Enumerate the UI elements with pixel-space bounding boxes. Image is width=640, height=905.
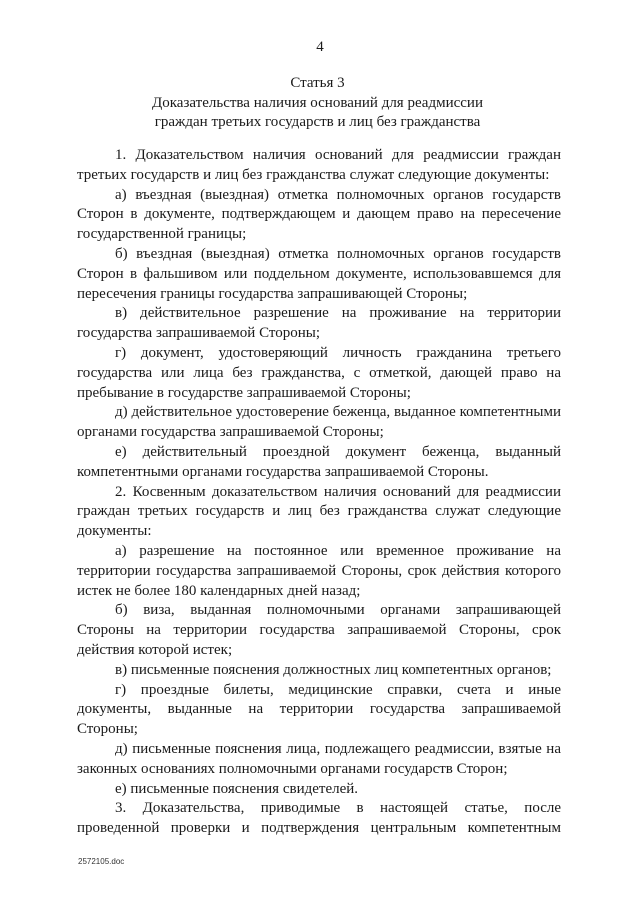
paragraph-line: Стороны; <box>77 721 138 738</box>
paragraph <box>77 344 561 403</box>
paragraph <box>77 186 561 245</box>
file-name-footer: 2572105.doc <box>78 857 125 866</box>
article-title-line: граждан третьих государств и лиц без гражданства <box>154 114 481 130</box>
paragraph-line: пребывание в государстве запрашиваемой Стороны; <box>77 384 411 401</box>
paragraph-line: 3. Доказательства, приводимые в настоящей статье, после <box>115 800 561 817</box>
paragraph-line: законных основаниях полномочными органами государств Сторон; <box>77 760 508 777</box>
paragraph-line: действия которой истек; <box>77 641 233 658</box>
article-number: Статья 3 <box>290 75 345 91</box>
paragraph-line: государства запрашиваемой Стороны; <box>77 325 321 342</box>
paragraph-line: документы, выданные на территории государства запрашиваемой <box>77 701 561 718</box>
paragraph <box>77 146 561 186</box>
paragraph-line: территории государства запрашиваемой Стороны, срок действия которого <box>77 562 561 579</box>
paragraph-line: г) проездные билеты, медицинские справки, счета и иные <box>115 681 561 698</box>
paragraph-line: пересечения границы государства запрашивающей Стороны; <box>77 285 468 302</box>
paragraph-line: компетентными органами государства запрашиваемой Стороны. <box>77 463 489 480</box>
paragraph-line: 1. Доказательством наличия оснований для реадмиссии граждан <box>115 147 561 163</box>
paragraph <box>77 661 561 681</box>
paragraph-line: б) въездная (выездная) отметка полномочных органов государств <box>115 245 561 262</box>
paragraph-line: д) письменные пояснения лица, подлежащего реадмиссии, взятые на <box>115 740 561 757</box>
paragraph <box>77 403 561 443</box>
paragraph-line: б) виза, выданная полномочными органами запрашивающей <box>115 602 561 619</box>
paragraph-line: государства или лица без гражданства, с отметкой, дающей право на <box>77 364 561 381</box>
paragraph-line: Сторон в фальшивом или поддельном документе, использовавшемся для <box>77 265 561 282</box>
paragraph-line: е) письменные пояснения свидетелей. <box>115 780 359 797</box>
paragraph-line: документы: <box>77 523 152 540</box>
article-heading <box>80 74 555 133</box>
paragraph-line: третьих государств и лиц без гражданства служат следующие документы: <box>77 166 550 183</box>
paragraph <box>77 601 561 660</box>
paragraph-line: проведенной проверки и подтверждения центральным компетентным <box>77 820 561 837</box>
paragraph <box>77 483 561 542</box>
paragraph-line: г) документ, удостоверяющий личность гражданина третьего <box>115 344 561 361</box>
paragraph-line: Сторон в документе, подтверждающем и дающем право на пересечение <box>77 206 561 223</box>
paragraph <box>77 799 561 839</box>
article-body <box>77 146 561 839</box>
paragraph-line: е) действительный проездной документ беженца, выданный <box>115 443 561 460</box>
paragraph-line: 2. Косвенным доказательством наличия оснований для реадмиссии <box>115 483 561 500</box>
paragraph-line: а) разрешение на постоянное или временное проживание на <box>115 542 561 559</box>
paragraph-line: Стороны на территории государства запрашиваемой Стороны, срок <box>77 622 561 639</box>
paragraph-line: государственной границы; <box>77 226 247 243</box>
paragraph-line: д) действительное удостоверение беженца, выданное компетентными <box>115 404 561 421</box>
paragraph <box>77 740 561 780</box>
paragraph-line: а) въездная (выездная) отметка полномочных органов государств <box>115 186 561 203</box>
paragraph <box>77 245 561 304</box>
paragraph <box>77 542 561 601</box>
paragraph-line: органами государства запрашиваемой Стороны; <box>77 424 384 441</box>
paragraph-line: граждан третьих государств и лиц без гражданства служат следующие <box>77 503 561 520</box>
page-number: 4 <box>316 39 324 55</box>
article-title-line: Доказательства наличия оснований для реадмиссии <box>152 94 483 111</box>
paragraph <box>77 780 561 800</box>
paragraph <box>77 681 561 740</box>
paragraph-line: в) письменные пояснения должностных лиц компетентных органов; <box>115 661 552 678</box>
paragraph <box>77 304 561 344</box>
paragraph-line: истек не более 180 календарных дней назад; <box>77 582 361 599</box>
paragraph <box>77 443 561 483</box>
paragraph-line: в) действительное разрешение на проживание на территории <box>115 305 561 322</box>
